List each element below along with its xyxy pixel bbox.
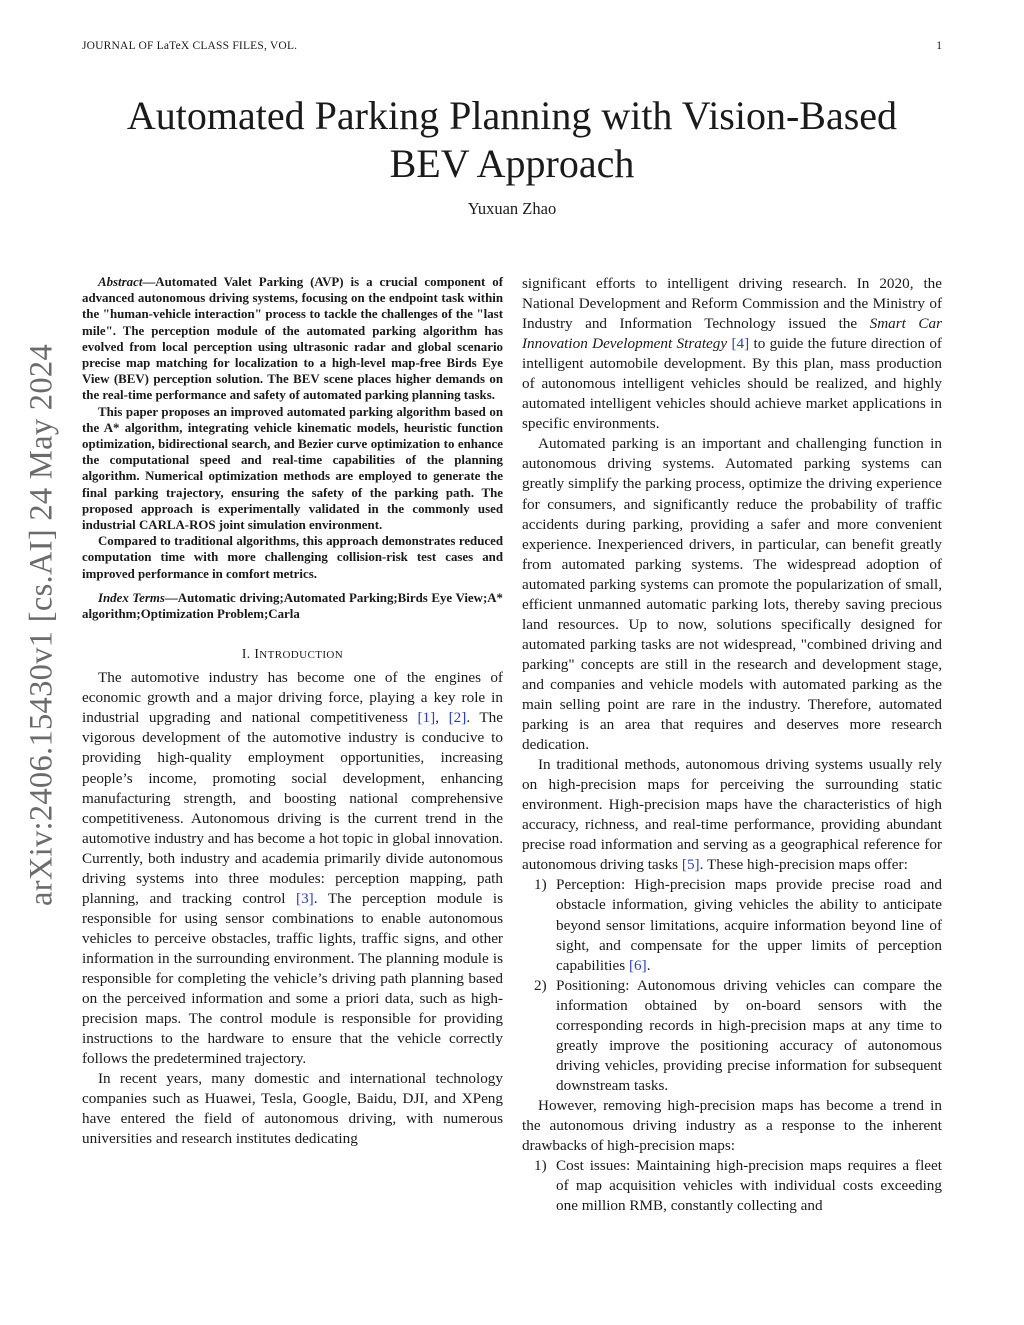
right-paragraph-1: significant efforts to intelligent driving research. In 2020, the National Development and Reform Commission and the Ministry of Industry and Information Technology issued the Smart Car Innovation Development Strategy [4] to guide the future direction of intelligent automobile development. By this plan, mass production of autonomous intelligent vehicles should be realized, and highly automated intelligent vehicles should achieve market applications in specific environments. [522,275,942,433]
section-numeral: I. I [241,646,260,662]
citation-link[interactable]: [2] [448,709,467,727]
right-column [522,274,942,1216]
right-paragraph-3: In traditional methods, autonomous driving systems usually rely on high-precision maps for perceiving the surrounding static environment. High-precision maps have the characteristics of high accuracy, richness, and real-time performance, providing abundant precise road information and serving as a geographical reference for autonomous driving tasks [5]. These high-precision maps offer: [522,756,942,874]
intro-paragraph-2: In recent years, many domestic and international technology companies such as Huawei, Tesla, Google, Baidu, DJI, and XPeng have entered the field of autonomous driving, with numerous universities and research institutes dedicating [82,1070,503,1148]
abstract-lead: Abstract [98,275,143,289]
right-paragraph-4: However, removing high-precision maps has become a trend in the autonomous driving industry as a response to the inherent drawbacks of high-precision maps: [522,1096,942,1155]
list-item: 1) Perception: High-precision maps provide precise road and obstacle information, giving vehicles the ability to anticipate beyond sensor limitations, acquire information beyond line of sight, and compensate for the upper limits of perception capabilities [6]. [534,876,942,974]
index-terms-lead: Index Terms [98,590,165,605]
hd-map-drawbacks-list [522,1156,942,1216]
hd-map-benefits-list [522,875,942,1096]
right-paragraph-2: Automated parking is an important and challenging function in autonomous driving systems. Automated parking systems can greatly simplify the parking process, optimize the driving experience for consumers, and significantly reduce the probability of traffic accidents during parking, providing a safer and more convenient experience. Inexperienced drivers, in particular, can benefit greatly from automated parking systems. The widespread adoption of automated parking systems can promote the popularization of small, efficient unmanned automatic parking lots, thereby saving precious land resources. Up to now, solutions specifically designed for automated parking tasks are not widespread, "combined driving and parking" concepts are still in the research and development stage, and companies and vehicle models with automated parking as the main selling point are rare in the industry. Therefore, automated parking is an area that requires and deserves more research dedication. [522,435,942,754]
index-terms-text: —Automatic driving;Automated Parking;Birds Eye View;A* algorithm;Optimization Problem;Carla [82,590,504,622]
citation-link[interactable]: [4] [731,335,750,353]
section-heading-rest: NTRODUCTION [259,649,344,662]
abstract [82,274,503,582]
citation-link[interactable]: [6] [628,956,647,974]
left-column [82,274,503,1149]
intro-paragraph-1: The automotive industry has become one of the engines of economic growth and a major driving force, playing a key role in industrial upgrading and national competitiveness [1], [2]. The vigorous development of the automotive industry is conducive to providing high-quality employment opportunities, increasing people’s income, promoting social development, enhancing manufacturing strength, and boosting national comprehensive competitiveness. Autonomous driving is the current trend in the automotive industry and has become a hot topic in global innovation. Currently, both industry and academia primarily divide autonomous driving systems into three modules: perception mapping, path planning, and tracking control [3]. The perception module is responsible for using sensor combinations to enable autonomous vehicles to perceive obstacles, traffic lights, traffic signs, and other information in the surrounding environment. The planning module is responsible for completing the vehicle’s driving path planning based on the perceived information and some a priori data, such as high-precision maps. The control module is responsible for providing instructions to the hardware to ensure that the vehicle correctly follows the predetermined trajectory. [82,669,504,1068]
author-name: Yuxuan Zhao [467,199,557,218]
list-item: 1) Cost issues: Maintaining high-precision maps requires a fleet of map acquisition vehicles with individual costs exceeding one million RMB, constantly collecting and [534,1157,942,1215]
strategy-title: Smart Car Innovation Development Strategy [522,315,942,353]
citation-link[interactable]: [3] [296,889,314,907]
list-item: 2) Positioning: Autonomous driving vehicles can compare the information obtained by on-board sensors with the corresponding records in high-precision maps at any time to greatly improve the positioning accuracy of autonomous driving vehicles, providing precise information for subsequent downstream tasks. [534,976,942,1094]
index-terms [82,590,503,622]
section-heading-introduction [82,646,503,662]
abstract-paragraph-1: —Automated Valet Parking (AVP) is a crucial component of advanced autonomous driving systems, focusing on the endpoint task within the "human-vehicle interaction" process to tackle the challenges of the "last mile". The perception module of the automated parking algorithm has evolved from local perception using ultrasonic radar and global scenario precise map matching for localization to a high-level map-free Birds Eye View (BEV) perception solution. The BEV scene places higher demands on the real-time performance and safety of automated parking planning tasks. [82,275,503,403]
arxiv-identifier: arXiv:2406.15430v1 [cs.AI] 24 May 2024 [23,343,60,907]
abstract-paragraph-3: Compared to traditional algorithms, this approach demonstrates reduced computation time with more challenging collision-risk test cases and improved performance in comfort metrics. [82,534,503,581]
abstract-paragraph-2: This paper proposes an improved automated parking algorithm based on the A* algorithm, integrating vehicle kinematic models, heuristic function optimization, bidirectional search, and Bezier curve optimization to enhance the computational speed and real-time capabilities of the planning algorithm. Numerical optimization methods are employed to generate the final parking trajectory, ensuring the safety of the parking path. The proposed approach is experimentally validated in the commonly used industrial CARLA-ROS joint simulation environment. [82,404,503,533]
introduction-body [82,668,503,1149]
citation-link[interactable]: [1] [417,709,436,727]
paper-title: Automated Parking Planning with Vision-Based BEV Approach [126,93,898,186]
citation-link[interactable]: [5] [681,856,700,874]
page-number: 1 [936,40,942,52]
running-head: JOURNAL OF LaTeX CLASS FILES, VOL. [82,40,298,52]
